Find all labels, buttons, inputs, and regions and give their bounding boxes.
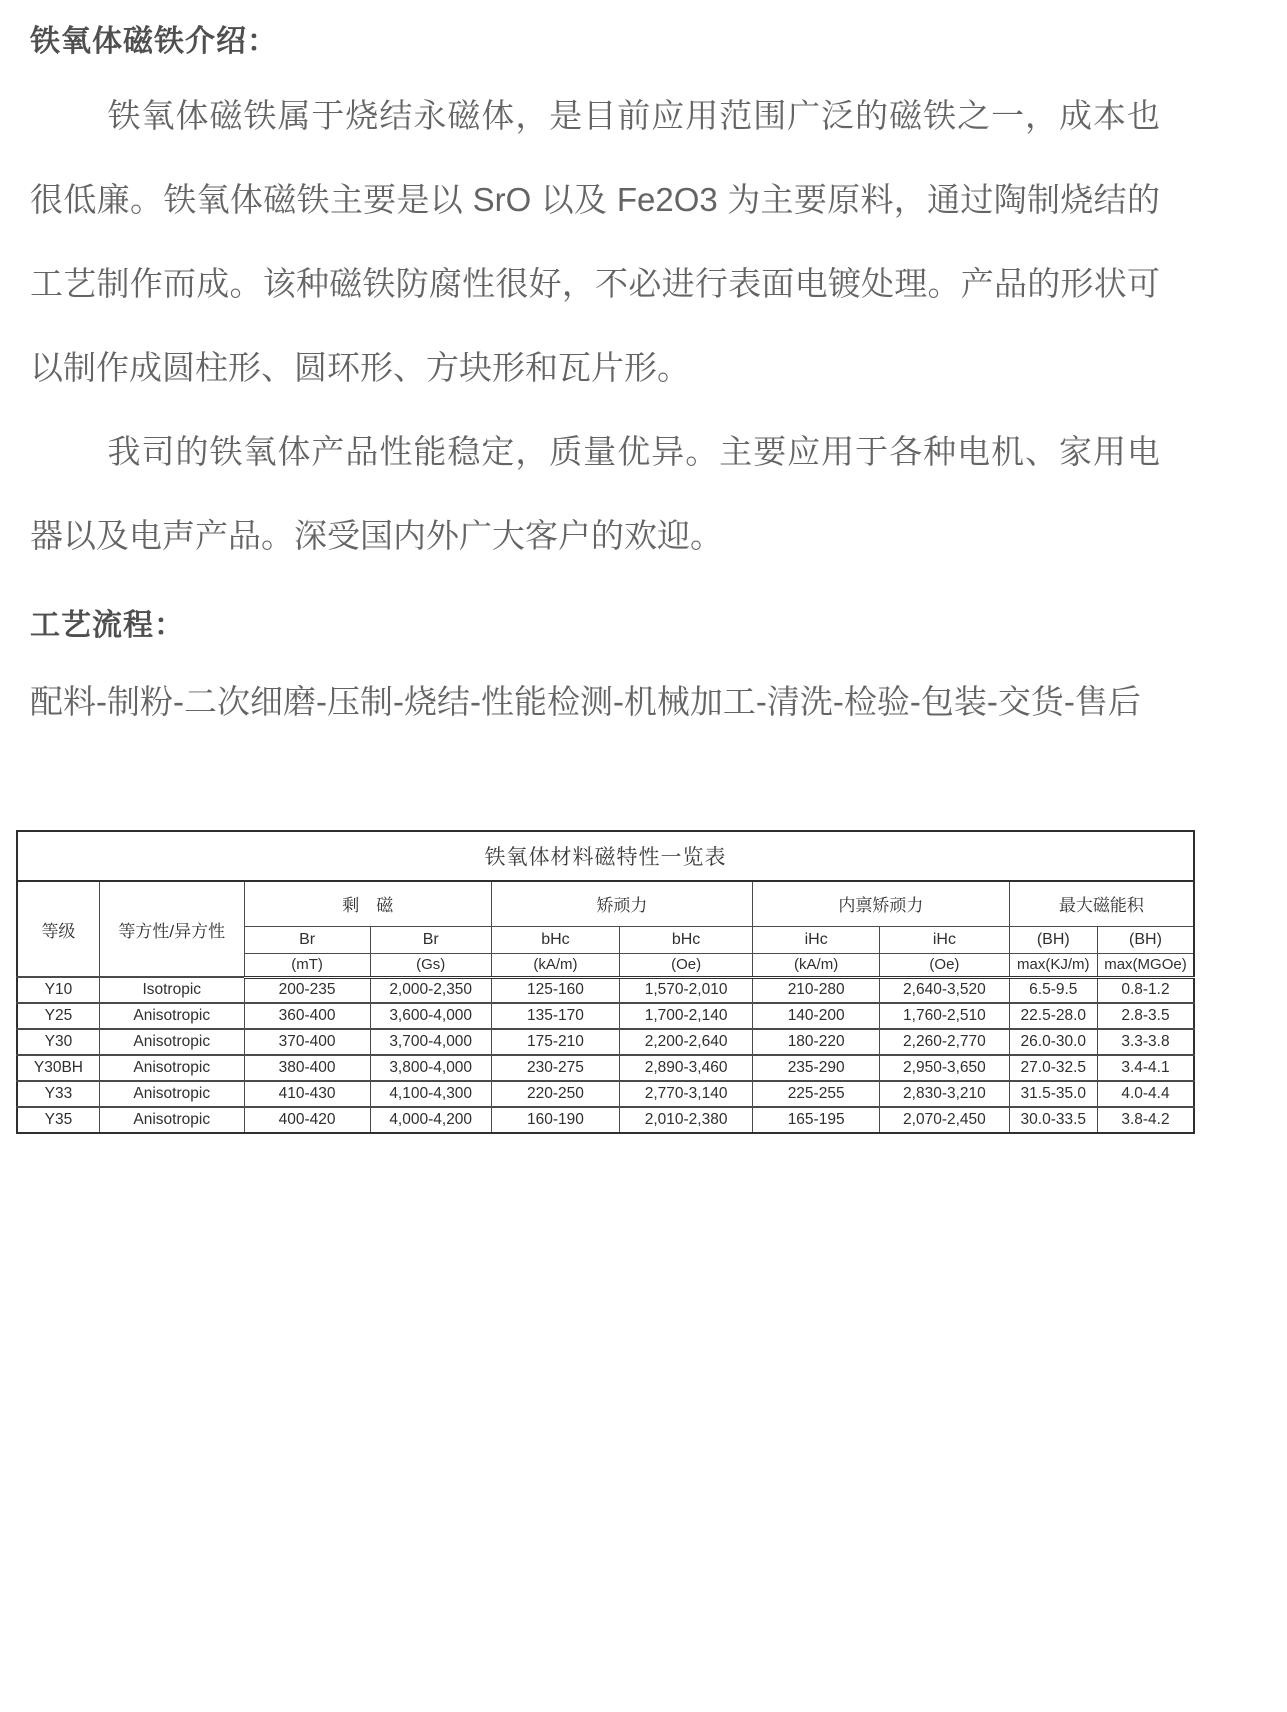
table-cell: Y35 — [17, 1107, 99, 1133]
subheader-ihc-kam: iHc — [753, 926, 880, 953]
table-cell: 165-195 — [753, 1107, 880, 1133]
table-cell: Anisotropic — [99, 1081, 244, 1107]
group-header-max-energy-product: 最大磁能积 — [1009, 881, 1194, 926]
table-cell: 4.0-4.4 — [1097, 1081, 1194, 1107]
table-cell: 31.5-35.0 — [1009, 1081, 1097, 1107]
magnetic-properties-table — [16, 830, 1195, 1134]
table-row — [17, 1055, 1194, 1081]
table-cell: 175-210 — [491, 1029, 619, 1055]
table-cell: 26.0-30.0 — [1009, 1029, 1097, 1055]
intro-paragraph-1: 铁氧体磁铁属于烧结永磁体，是目前应用范围广泛的磁铁之一，成本也很低廉。铁氧体磁铁主要是以 SrO 以及 Fe2O3 为主要原料，通过陶制烧结的工艺制作而成。该种磁铁防腐性很好，不必进行表面电镀处理。产品的形状可以制作成圆柱形、圆环形、方块形和瓦片形。 — [30, 97, 1160, 386]
subheader-bh-kjm: (BH) — [1009, 926, 1097, 953]
table-cell: 2.8-3.5 — [1097, 1003, 1194, 1029]
table-cell: Y10 — [17, 977, 99, 1003]
table-cell: 2,260-2,770 — [880, 1029, 1009, 1055]
table-row — [17, 1081, 1194, 1107]
group-header-intrinsic-coercivity: 内禀矫顽力 — [753, 881, 1010, 926]
process-heading: 工艺流程： — [30, 609, 185, 642]
table-cell: 125-160 — [491, 977, 619, 1003]
table-cell: Y33 — [17, 1081, 99, 1107]
table-cell: 4,000-4,200 — [370, 1107, 491, 1133]
table-cell: 3.8-4.2 — [1097, 1107, 1194, 1133]
unit-bh-mgoe: max(MGOe) — [1097, 953, 1194, 977]
unit-ihc-oe: (Oe) — [880, 953, 1009, 977]
table-cell: 2,070-2,450 — [880, 1107, 1009, 1133]
table-cell: 27.0-32.5 — [1009, 1055, 1097, 1081]
table-cell: 400-420 — [244, 1107, 370, 1133]
table-cell: 3,800-4,000 — [370, 1055, 491, 1081]
table-cell: 410-430 — [244, 1081, 370, 1107]
table-cell: 2,950-3,650 — [880, 1055, 1009, 1081]
subheader-bhc-kam: bHc — [491, 926, 619, 953]
table-cell: 3,600-4,000 — [370, 1003, 491, 1029]
subheader-bhc-oe: bHc — [620, 926, 753, 953]
unit-br-mt: (mT) — [244, 953, 370, 977]
process-flow-text: 配料-制粉-二次细磨-压制-烧结-性能检测-机械加工-清洗-检验-包装-交货-售后 — [30, 683, 1141, 720]
intro-heading: 铁氧体磁铁介绍： — [30, 25, 278, 58]
table-cell: 2,000-2,350 — [370, 977, 491, 1003]
table-cell: 225-255 — [753, 1081, 880, 1107]
table-title-row — [17, 831, 1194, 881]
table-cell: 210-280 — [753, 977, 880, 1003]
table-cell: 235-290 — [753, 1055, 880, 1081]
table-cell: Y30 — [17, 1029, 99, 1055]
table-cell: 3,700-4,000 — [370, 1029, 491, 1055]
table-title: 铁氧体材料磁特性一览表 — [17, 831, 1194, 881]
table-cell: Anisotropic — [99, 1055, 244, 1081]
table-group-header-row — [17, 881, 1194, 926]
table-cell: 1,700-2,140 — [620, 1003, 753, 1029]
table-cell: Anisotropic — [99, 1107, 244, 1133]
unit-ihc-kam: (kA/m) — [753, 953, 880, 977]
unit-bhc-oe: (Oe) — [620, 953, 753, 977]
unit-bh-kjm: max(KJ/m) — [1009, 953, 1097, 977]
table-cell: Isotropic — [99, 977, 244, 1003]
table-cell: 4,100-4,300 — [370, 1081, 491, 1107]
table-cell: 220-250 — [491, 1081, 619, 1107]
document-body — [30, 22, 1160, 744]
unit-bhc-kam: (kA/m) — [491, 953, 619, 977]
table-cell: 0.8-1.2 — [1097, 977, 1194, 1003]
col-header-isotropy: 等方性/异方性 — [99, 881, 244, 977]
table-cell: 135-170 — [491, 1003, 619, 1029]
table-cell: 2,010-2,380 — [620, 1107, 753, 1133]
intro-paragraph-2: 我司的铁氧体产品性能稳定，质量优异。主要应用于各种电机、家用电器以及电声产品。深受国内外广大客户的欢迎。 — [30, 433, 1160, 554]
unit-br-gs: (Gs) — [370, 953, 491, 977]
table-cell: 380-400 — [244, 1055, 370, 1081]
table-cell: 230-275 — [491, 1055, 619, 1081]
table-cell: 6.5-9.5 — [1009, 977, 1097, 1003]
table-cell: 3.3-3.8 — [1097, 1029, 1194, 1055]
table-cell: 2,640-3,520 — [880, 977, 1009, 1003]
table-cell: 360-400 — [244, 1003, 370, 1029]
table-row — [17, 1107, 1194, 1133]
group-header-coercivity: 矫顽力 — [491, 881, 752, 926]
table-cell: 180-220 — [753, 1029, 880, 1055]
table-cell: 2,830-3,210 — [880, 1081, 1009, 1107]
table-row — [17, 977, 1194, 1003]
subheader-br-mt: Br — [244, 926, 370, 953]
table-cell: Anisotropic — [99, 1003, 244, 1029]
table-cell: 200-235 — [244, 977, 370, 1003]
table-row — [17, 1029, 1194, 1055]
subheader-bh-mgoe: (BH) — [1097, 926, 1194, 953]
table-cell: 140-200 — [753, 1003, 880, 1029]
subheader-ihc-oe: iHc — [880, 926, 1009, 953]
table-cell: 2,200-2,640 — [620, 1029, 753, 1055]
table-cell: 2,890-3,460 — [620, 1055, 753, 1081]
table-cell: Y25 — [17, 1003, 99, 1029]
table-cell: 370-400 — [244, 1029, 370, 1055]
table-cell: Anisotropic — [99, 1029, 244, 1055]
table-cell: 1,570-2,010 — [620, 977, 753, 1003]
table-cell: 3.4-4.1 — [1097, 1055, 1194, 1081]
table-cell: 2,770-3,140 — [620, 1081, 753, 1107]
table-cell: 30.0-33.5 — [1009, 1107, 1097, 1133]
table-cell: 160-190 — [491, 1107, 619, 1133]
table-cell: Y30BH — [17, 1055, 99, 1081]
col-header-grade: 等级 — [17, 881, 99, 977]
subheader-br-gs: Br — [370, 926, 491, 953]
table-cell: 1,760-2,510 — [880, 1003, 1009, 1029]
magnetic-properties-table-wrap — [16, 830, 1195, 1134]
table-cell: 22.5-28.0 — [1009, 1003, 1097, 1029]
table-row — [17, 1003, 1194, 1029]
group-header-remanence: 剩 磁 — [244, 881, 491, 926]
